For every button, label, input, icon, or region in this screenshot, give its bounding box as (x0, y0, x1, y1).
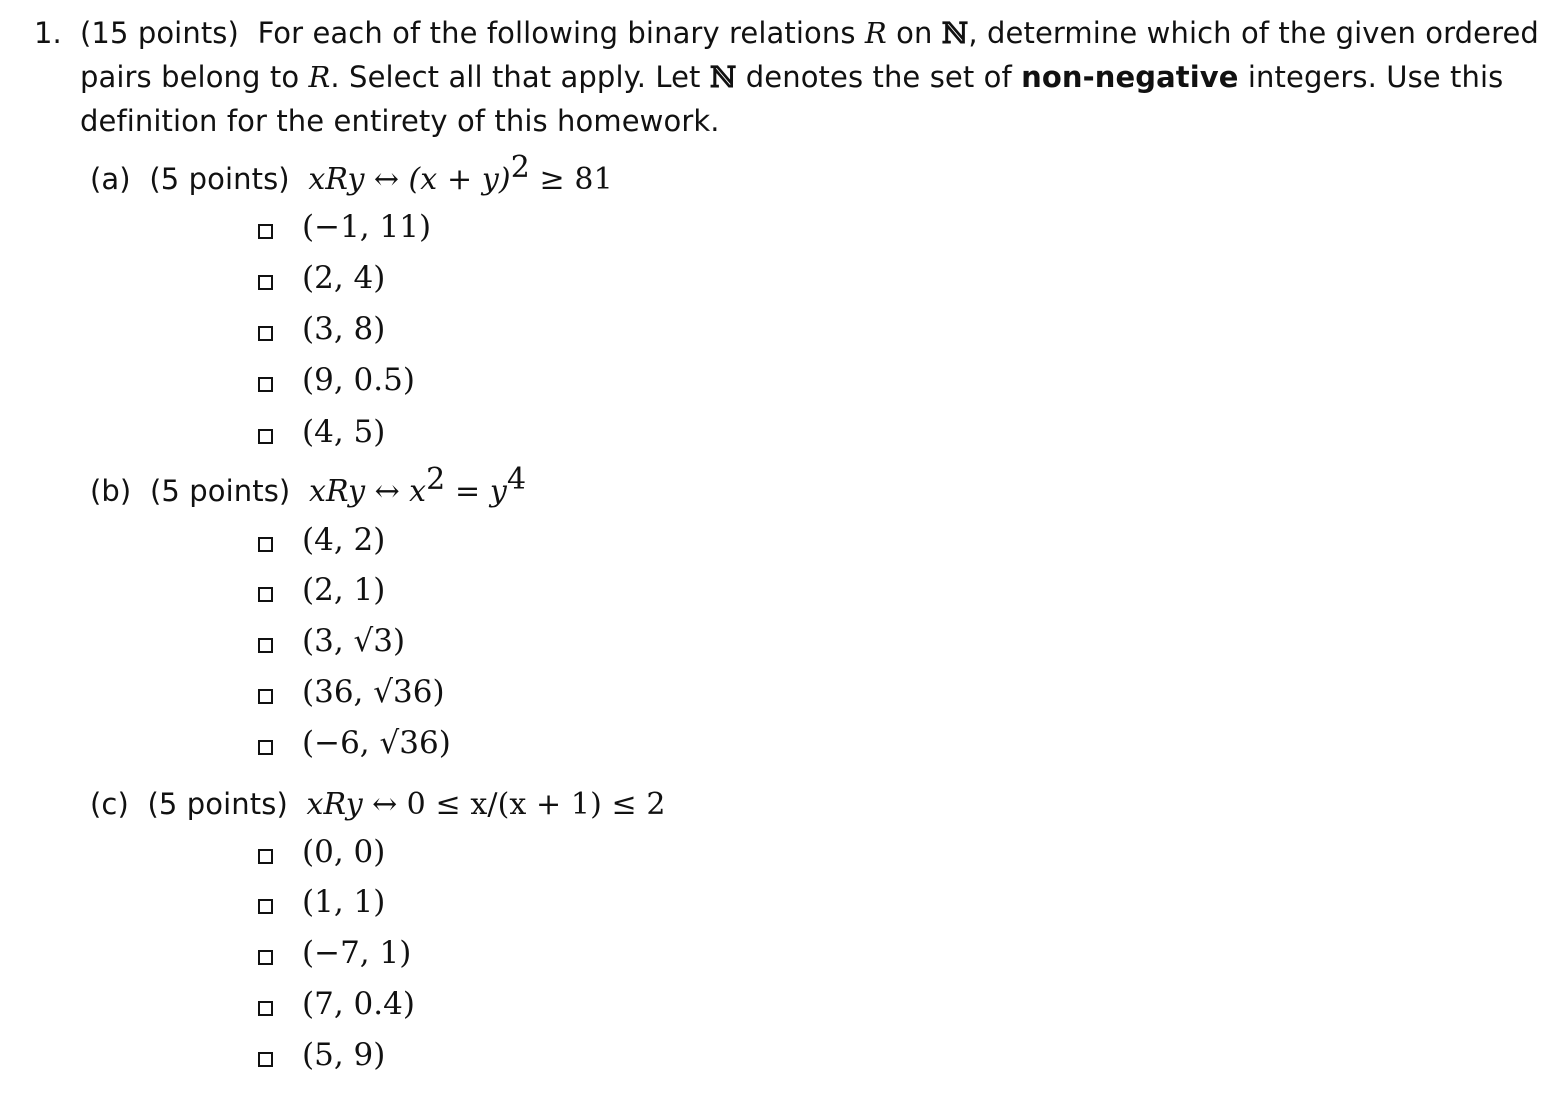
part-points: (5 points) (147, 787, 288, 821)
relation-exponent: 2 (510, 150, 530, 185)
relation-lhs: xRy (309, 474, 366, 509)
relation-lhs: xRy (306, 787, 363, 822)
iff-arrow: ↔ (374, 474, 400, 509)
checkbox[interactable] (258, 326, 273, 341)
checkbox[interactable] (258, 740, 273, 755)
relation-y: y (489, 474, 507, 509)
relation-y-exponent: 4 (506, 462, 527, 497)
part-b-header (90, 462, 527, 509)
relation-x-exponent: 2 (426, 462, 446, 497)
question-line-3: definition for the entirety of this homework. (80, 104, 720, 138)
relation-lhs: xRy (308, 162, 365, 197)
relation-expr: 0 ≤ x/(x + 1) ≤ 2 (406, 787, 666, 822)
option-label: (0, 0) (302, 834, 386, 870)
option-label: (5, 9) (302, 1037, 386, 1073)
question-text-2d: integers. Use this (1238, 60, 1504, 94)
question-text-1c: , determine which of the given ordered (968, 16, 1539, 50)
option-label: (4, 2) (302, 522, 386, 558)
relation-expr: (x + y) (408, 162, 511, 197)
checkbox[interactable] (258, 638, 273, 653)
iff-arrow: ↔ (372, 787, 398, 822)
question-line-1 (80, 16, 1539, 50)
relation-x: x (409, 474, 427, 509)
iff-arrow: ↔ (373, 162, 400, 197)
option-label: (3, √3) (302, 623, 406, 659)
naturals-symbol: ℕ (709, 60, 737, 94)
question-points: (15 points) (80, 16, 239, 50)
part-label: (c) (90, 787, 129, 821)
relation-symbol: R (864, 16, 887, 50)
part-points: (5 points) (149, 474, 291, 508)
checkbox[interactable] (258, 1001, 273, 1016)
part-c-header (90, 787, 666, 822)
naturals-symbol: ℕ (941, 16, 969, 50)
question-text-1a: For each of the following binary relations (257, 16, 865, 50)
checkbox[interactable] (258, 1052, 273, 1067)
checkbox[interactable] (258, 429, 273, 444)
part-label: (b) (90, 474, 132, 508)
option-label: (7, 0.4) (302, 986, 415, 1022)
relation-symbol: R (308, 60, 331, 94)
checkbox[interactable] (258, 537, 273, 552)
checkbox[interactable] (258, 849, 273, 864)
question-line-2 (80, 60, 1503, 94)
checkbox[interactable] (258, 377, 273, 392)
question-text-1b: on (886, 16, 942, 50)
option-label: (3, 8) (302, 311, 386, 347)
relation-equals: = (445, 474, 490, 509)
part-a-header (90, 150, 613, 197)
part-points: (5 points) (149, 162, 290, 196)
option-label: (4, 5) (302, 414, 386, 450)
option-label: (36, √36) (302, 674, 445, 710)
option-label: (2, 1) (302, 572, 386, 608)
part-label: (a) (90, 162, 131, 196)
checkbox[interactable] (258, 899, 273, 914)
checkbox[interactable] (258, 689, 273, 704)
question-number: 1. (34, 16, 62, 50)
option-label: (1, 1) (302, 884, 386, 920)
option-label: (−7, 1) (302, 935, 412, 971)
checkbox[interactable] (258, 275, 273, 290)
emphasis-non-negative: non-negative (1021, 60, 1239, 94)
checkbox[interactable] (258, 224, 273, 239)
option-label: (−1, 11) (302, 209, 432, 245)
question-text-2a: pairs belong to (80, 60, 309, 94)
relation-bound: ≥ 81 (529, 162, 613, 197)
option-label: (2, 4) (302, 260, 386, 296)
option-label: (−6, √36) (302, 725, 451, 761)
checkbox[interactable] (258, 950, 273, 965)
question-text-2c: denotes the set of (736, 60, 1022, 94)
checkbox[interactable] (258, 587, 273, 602)
question-text-2b: . Select all that apply. Let (330, 60, 710, 94)
option-label: (9, 0.5) (302, 362, 415, 398)
